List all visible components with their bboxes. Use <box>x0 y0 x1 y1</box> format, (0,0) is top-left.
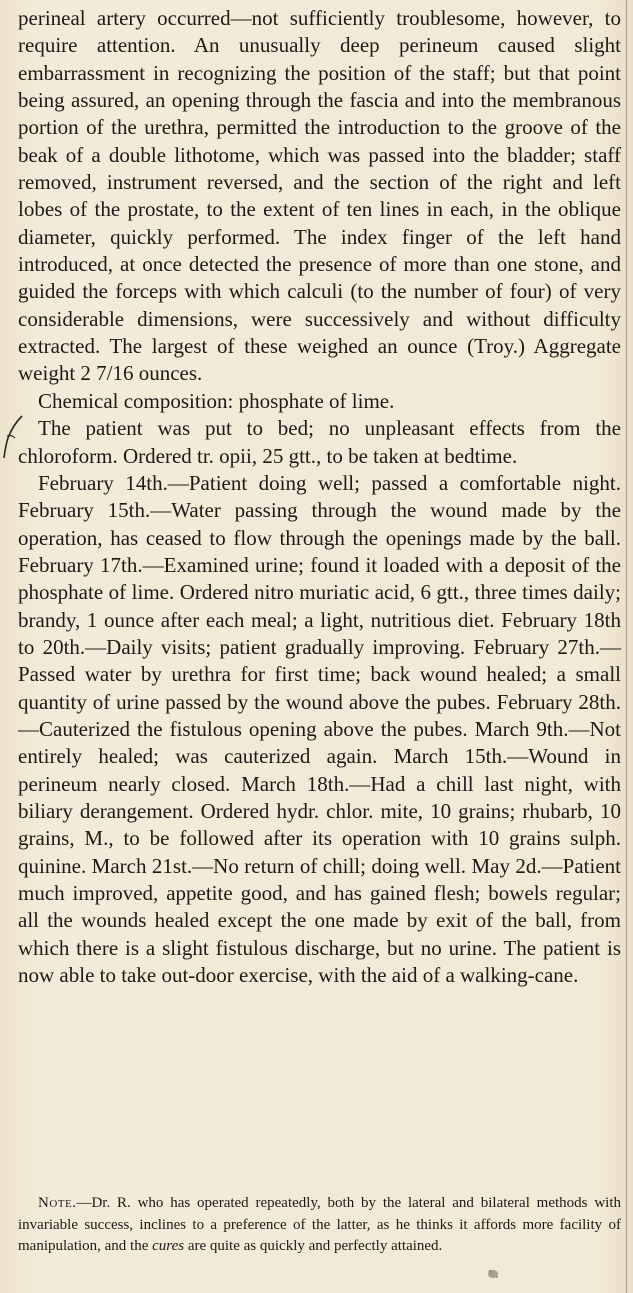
paragraph-chemical-composition: Chemical composition: phosphate of lime. <box>38 388 395 413</box>
ink-blot-icon <box>486 1268 500 1280</box>
paragraph-operation: perineal artery occurred—not sufficiently troublesome, however, to require attention. An unusually deep perineum caused slight embarrassment in recognizing the position of the staff; but that point being assured, an opening through the fascia and into the membranous portion of the urethra, permitted the introduction to the groove of the beak of a double lithotome, which was passed into the bladder; staff removed, instrument reversed, and the section of the right and left lobes of the prostate, to the extent of ten lines in each, in the oblique diameter, quickly performed. The index finger of the left hand introduced, at once detected the presence of more than one stone, and guided the forceps with which calculi (to the number of four) of very considerable dimensions, were successively and without difficulty extracted. The largest of these weighed an ounce (Troy.) Aggregate weight 2 7/16 ounces. <box>18 6 621 386</box>
article-body <box>18 5 621 989</box>
column-rule <box>626 0 627 1293</box>
paragraph-case-progress: February 14th.—Patient doing well; passed a comfortable night. February 15th.—Water passing through the wound made by the operation, has ceased to flow through the openings made by the ball. February 17th.—Examined urine; found it loaded with a deposit of the phosphate of lime. Ordered nitro muriatic acid, 6 gtt., three times daily; brandy, 1 ounce after each meal; a light, nutritious diet. February 18th to 20th.—Daily visits; patient gradually improving. February 27th.—Passed water by urethra for first time; back wound healed; a small quantity of urine passed by the wound above the pubes. February 28th.—Cauterized the fistulous opening above the pubes. March 9th.—Not entirely healed; was cauterized again. March 15th.—Wound in perineum nearly closed. March 18th.—Had a chill last night, with biliary derangement. Ordered hydr. chlor. mite, 10 grains; rhubarb, 10 grains, M., to be followed after its operation with 10 grains sulph. quinine. March 21st.—No return of chill; doing well. May 2d.—Patient much improved, appetite good, and has gained flesh; bowels regular; all the wounds healed except the one made by exit of the ball, from which there is a slight fistulous discharge, but no urine. The patient is now able to take out-door exercise, with the aid of a walking-cane. <box>18 470 621 988</box>
footnote-text-before: —Dr. R. who has operated repeatedly, both by the lateral and bilateral methods with invariable success, inclines to a preference of the latter, as he thinks it affords more facility of manipulation, and the <box>18 1195 621 1254</box>
footnote-label: Note. <box>38 1195 77 1211</box>
footnote-text-after: are quite as quickly and perfectly attained. <box>184 1238 443 1254</box>
footnote-paragraph <box>18 1193 621 1258</box>
footnote-italic-word: cures <box>152 1238 185 1254</box>
footnote <box>18 1193 621 1258</box>
paragraph-patient-to-bed: The patient was put to bed; no unpleasant effects from the chloroform. Ordered tr. opii, 25 gtt., to be taken at bedtime. <box>18 416 621 468</box>
